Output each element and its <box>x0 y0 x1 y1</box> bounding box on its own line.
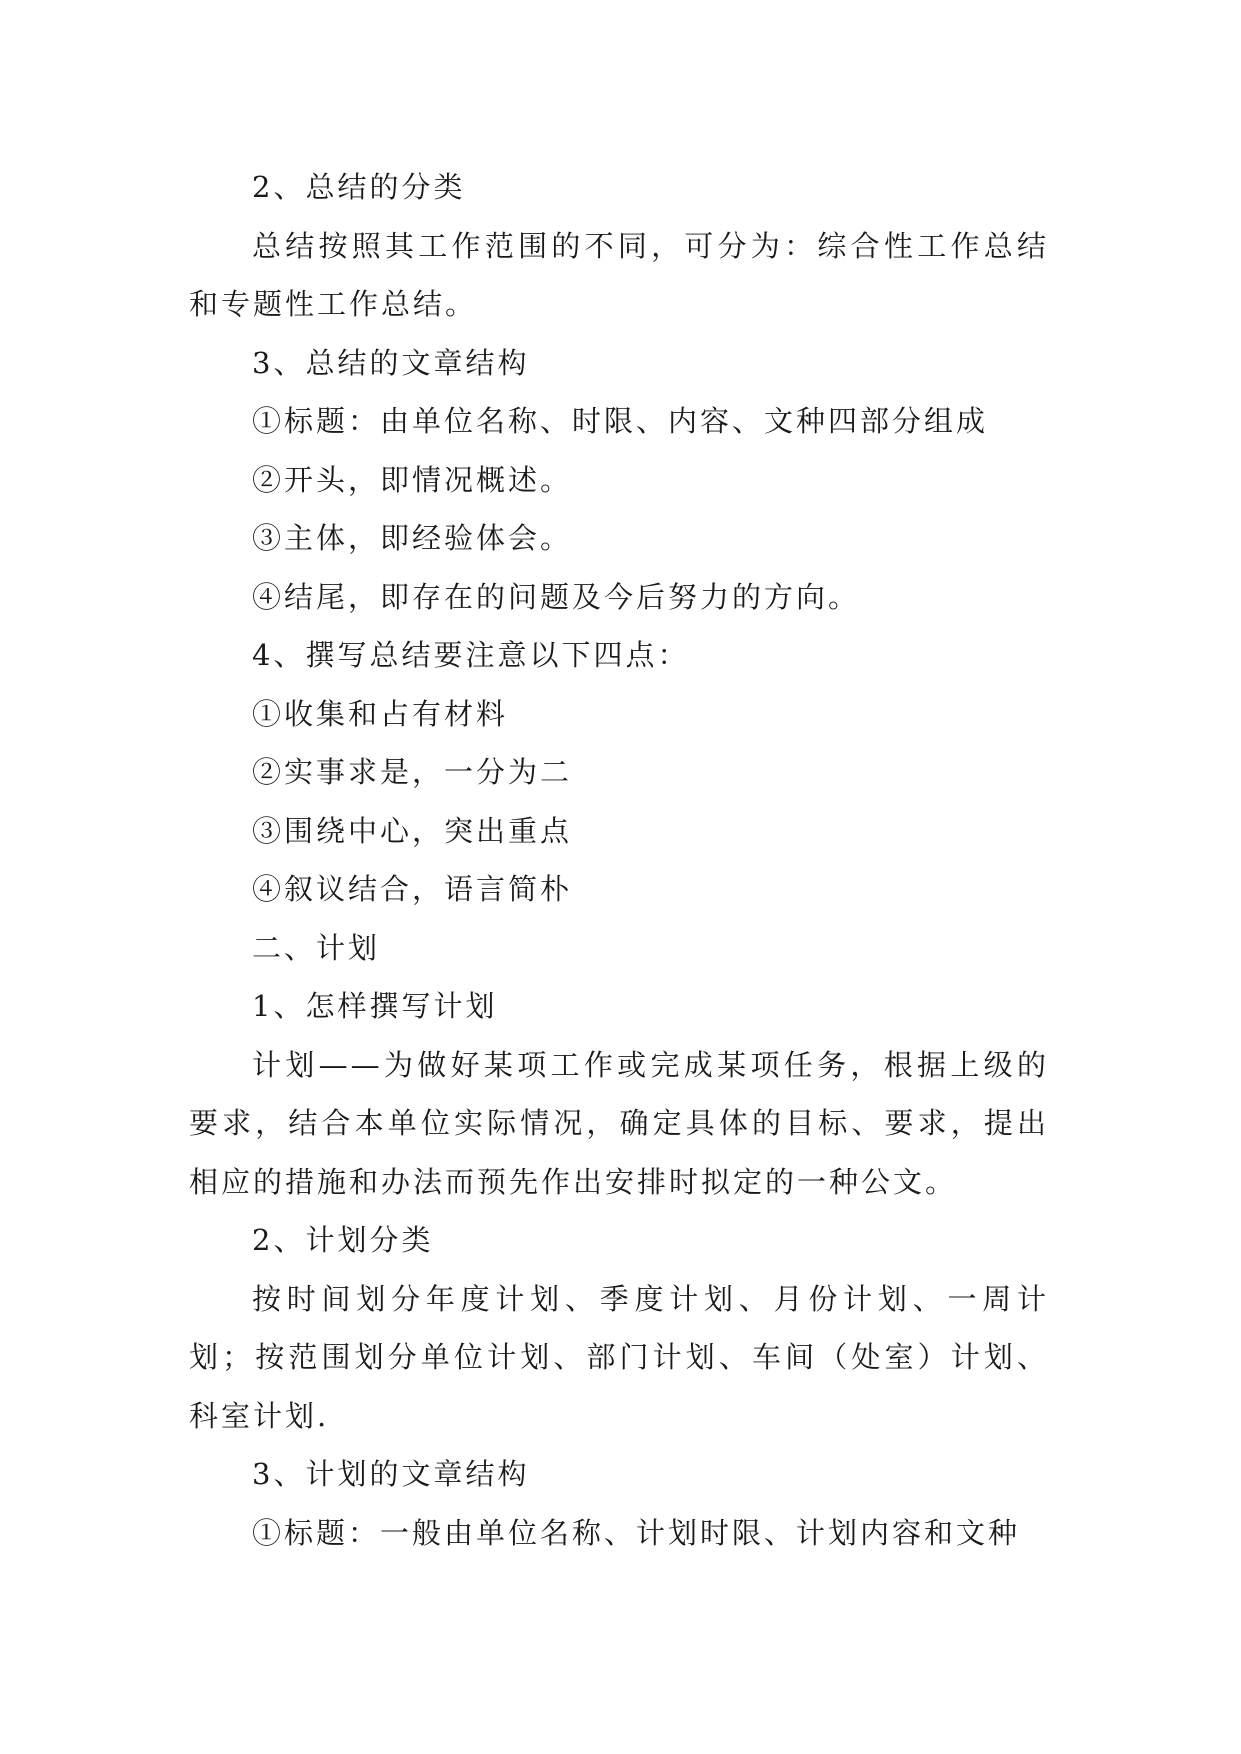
list-item-seek-truth: ②实事求是，一分为二 <box>252 755 573 789</box>
list-item-body: ③主体，即经验体会。 <box>252 521 573 555</box>
paragraph-summary-scope: 总结按照其工作范围的不同，可分为：综合性工作总结和专题性工作总结。 <box>189 228 1049 321</box>
list-item-plan-title: ①标题：一般由单位名称、计划时限、计划内容和文种 <box>252 1515 1021 1550</box>
heading-writing-points: 4、撰写总结要注意以下四点： <box>252 638 690 672</box>
document-body <box>189 158 1049 1562</box>
paragraph-plan-classification: 按时间划分年度计划、季度计划、月份计划、一周计划；按范围划分单位计划、部门计划、车间（处室）计划、科室计划. <box>189 1281 1049 1433</box>
list-item-title: ①标题：由单位名称、时限、内容、文种四部分组成 <box>252 404 989 438</box>
heading-plan-structure: 3、计划的文章结构 <box>252 1457 530 1491</box>
heading-summary-types: 2、总结的分类 <box>252 170 466 204</box>
list-item-focus-center: ③围绕中心，突出重点 <box>252 813 573 848</box>
paragraph-plan-definition: 计划——为做好某项工作或完成某项任务，根据上级的要求，结合本单位实际情况，确定具体的目标、要求，提出相应的措施和办法而预先作出安排时拟定的一种公文。 <box>189 1047 1049 1199</box>
list-item-ending: ④结尾，即存在的问题及今后努力的方向。 <box>252 579 861 614</box>
section-heading-plan: 二、计划 <box>252 930 381 965</box>
list-item-collect-materials: ①收集和占有材料 <box>252 696 509 731</box>
heading-how-to-write-plan: 1、怎样撰写计划 <box>252 989 498 1023</box>
heading-summary-structure: 3、总结的文章结构 <box>252 345 530 380</box>
list-item-opening: ②开头，即情况概述。 <box>252 462 573 497</box>
list-item-narrative: ④叙议结合，语言简朴 <box>252 872 573 906</box>
heading-plan-types: 2、计划分类 <box>252 1223 434 1257</box>
